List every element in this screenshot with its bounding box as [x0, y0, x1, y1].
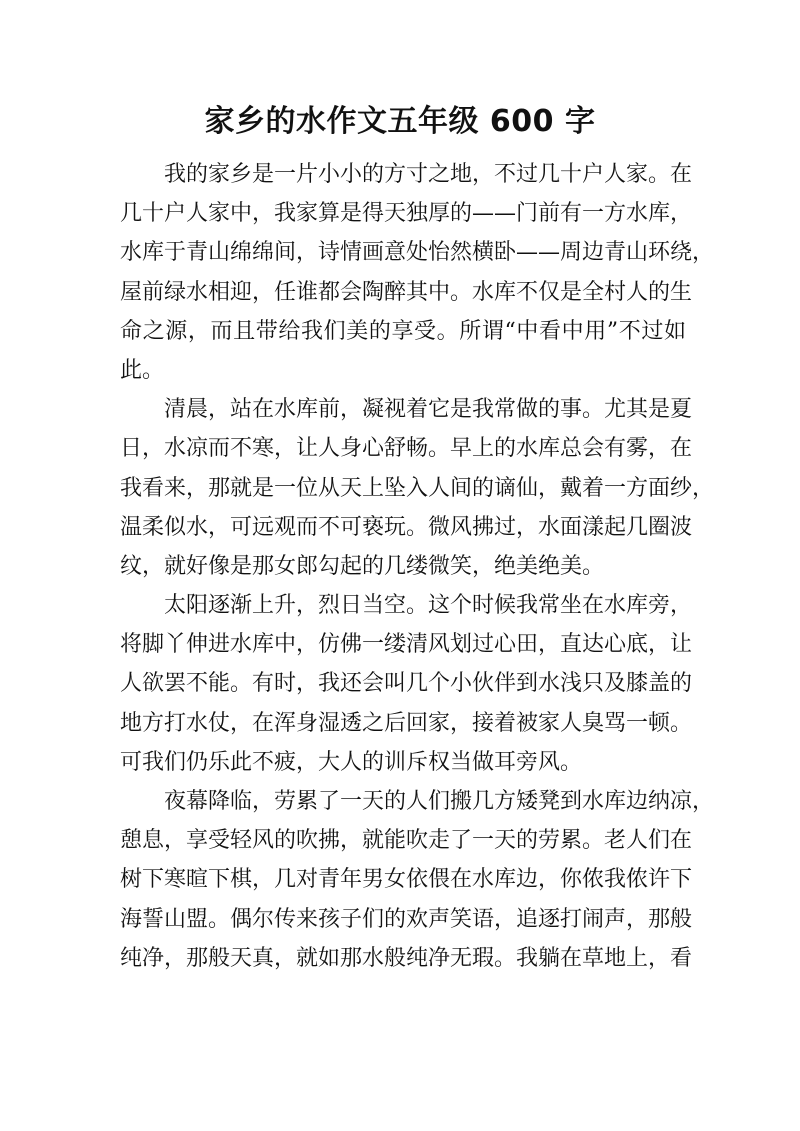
paragraph — [120, 782, 715, 978]
text-line: 太阳逐渐上升，烈日当空。这个时候我常坐在水库旁， — [164, 593, 693, 619]
text-line: 我看来，那就是一位从天上坠入人间的谪仙，戴着一方面纱， — [120, 475, 715, 501]
text-line: 此。 — [120, 357, 165, 383]
text-line: 夜幕降临，劳累了一天的人们搬几方矮凳到水库边纳凉， — [164, 789, 715, 814]
text-line: 温柔似水，可远观而不可亵玩。微风拂过，水面漾起几圈波 — [120, 514, 693, 540]
text-line: 纯净，那般天真，就如那水般纯净无瑕。我躺在草地上，看 — [120, 945, 693, 971]
text-line: 憩息，享受轻风的吹拂，就能吹走了一天的劳累。老人们在 — [120, 828, 693, 854]
text-line: 海誓山盟。偶尔传来孩子们的欢声笑语，追逐打闹声，那般 — [120, 906, 693, 932]
text-line: 几十户人家中，我家算是得天独厚的——门前有一方水库， — [120, 201, 693, 227]
text-line: 命之源，而且带给我们美的享受。所谓“中看中用”不过如 — [120, 318, 686, 344]
text-line: 清晨，站在水库前，凝视着它是我常做的事。尤其是夏 — [164, 397, 693, 423]
text-line: 地方打水仗，在浑身湿透之后回家，接着被家人臭骂一顿。 — [120, 710, 693, 736]
text-line: 水库于青山绵绵间，诗情画意处怡然横卧——周边青山环绕， — [120, 240, 715, 266]
text-line: 人欲罢不能。有时，我还会叫几个小伙伴到水浅只及膝盖的 — [120, 671, 693, 697]
text-line: 可我们仍乐此不疲，大人的训斥权当做耳旁风。 — [120, 749, 583, 775]
paragraph — [120, 586, 693, 782]
text-line: 纹，就好像是那女郎勾起的几缕微笑，绝美绝美。 — [120, 553, 605, 579]
paragraph — [120, 155, 715, 390]
text-line: 我的家乡是一片小小的方寸之地，不过几十户人家。在 — [164, 162, 693, 187]
paragraph — [120, 390, 715, 586]
text-line: 日，水凉而不寒，让人身心舒畅。早上的水库总会有雾，在 — [120, 436, 693, 462]
text-line: 屋前绿水相迎，任谁都会陶醉其中。水库不仅是全村人的生 — [120, 279, 693, 305]
text-line: 树下寒暄下棋，几对青年男女依偎在水库边，你侬我侬许下 — [120, 867, 693, 893]
document-body — [120, 155, 715, 978]
text-line: 将脚丫伸进水库中，仿佛一缕清风划过心田，直达心底，让 — [120, 632, 693, 658]
document-title: 家乡的水作文五年级 600 字 — [204, 104, 596, 139]
